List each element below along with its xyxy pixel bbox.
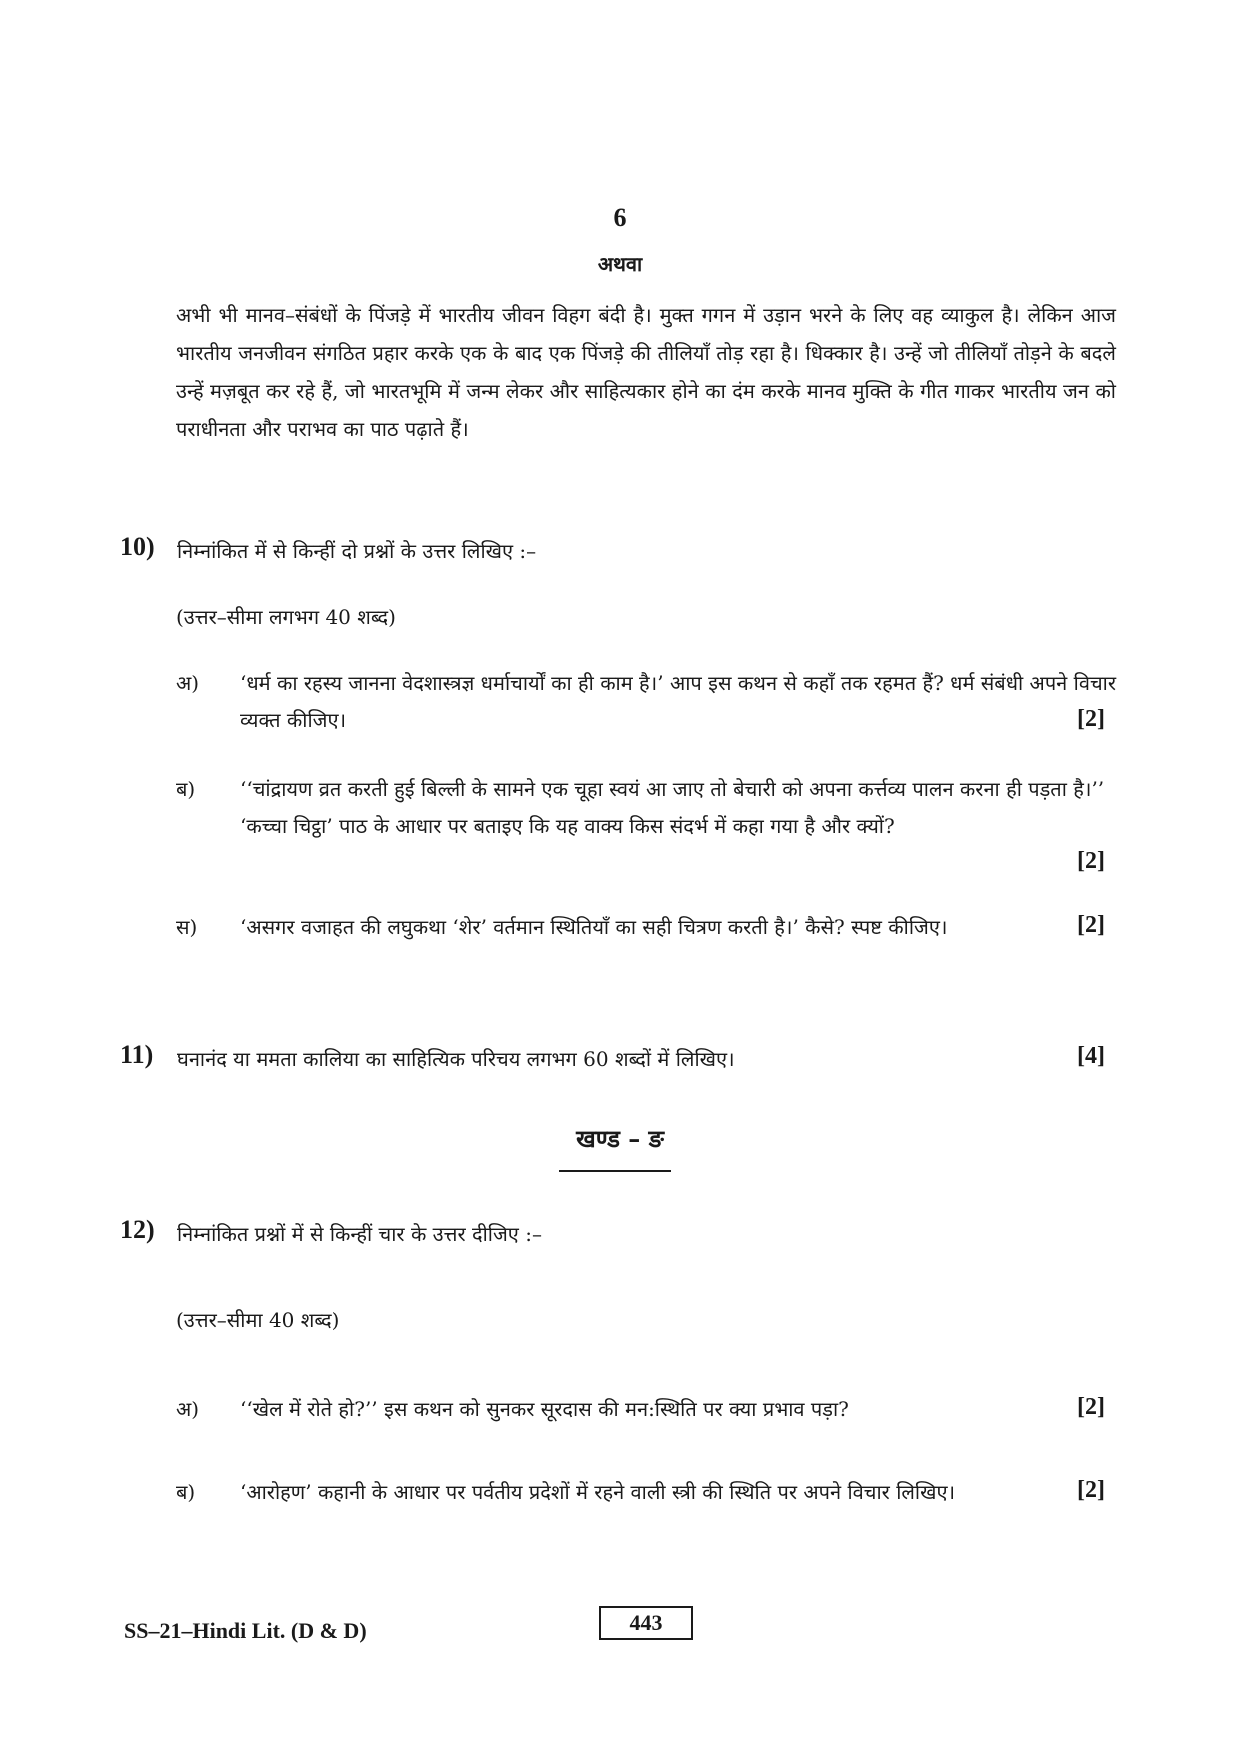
section-title: खण्ड – ङ bbox=[576, 1124, 664, 1153]
question-12-a-letter: अ) bbox=[176, 1397, 200, 1421]
question-10-c-letter: स) bbox=[176, 915, 198, 939]
question-10-a-letter: अ) bbox=[176, 671, 200, 695]
question-12-number: 12) bbox=[120, 1215, 155, 1244]
question-12-a-marks: [2] bbox=[1077, 1394, 1105, 1420]
passage-text: अभी भी मानव–संबंधों के पिंजड़े में भारतीय जीवन विहग बंदी है। मुक्त गगन में उड़ान भरने के लिए वह व्याकुल है। लेकिन आज भारतीय जनजीवन संगठित प्रहार करके एक के बाद एक पिंजड़े की तीलियाँ तोड़ रहा है। धिक्कार है। उन्हें जो तीलियाँ तोड़ने के बदले उन्हें मज़बूत कर रहे हैं, जो भारतभूमि में जन्म लेकर और साहित्यकार होने का दंम करके मानव मुक्ति के गीत गाकर भारतीय जन को पराधीनता और पराभव का पाठ पढ़ाते हैं। bbox=[176, 303, 1116, 441]
section-title-underline bbox=[559, 1170, 671, 1172]
question-10-number: 10) bbox=[120, 532, 155, 561]
question-10-b-marks: [2] bbox=[1077, 848, 1105, 874]
question-12-word-limit: (उत्तर–सीमा 40 शब्द) bbox=[176, 1308, 340, 1332]
paper-code: SS–21–Hindi Lit. (D & D) bbox=[124, 1618, 367, 1643]
question-10-c-text: ‘असगर वजाहत की लघुकथा ‘शेर’ वर्तमान स्थितियाँ का सही चित्रण करती है।’ कैसे? स्पष्ट कीजिए। bbox=[240, 915, 948, 939]
question-12-b-letter: ब) bbox=[176, 1480, 196, 1504]
question-10-b-letter: ब) bbox=[176, 777, 196, 801]
page-id-box: 443 bbox=[599, 1606, 693, 1640]
question-12-a-text: ‘‘खेल में रोते हो?’’ इस कथन को सुनकर सूरदास की मन:स्थिति पर क्या प्रभाव पड़ा? bbox=[240, 1397, 849, 1421]
question-10-c-marks: [2] bbox=[1077, 912, 1105, 938]
question-12-b-marks: [2] bbox=[1077, 1477, 1105, 1503]
question-12-b-text: ‘आरोहण’ कहानी के आधार पर पर्वतीय प्रदेशों में रहने वाली स्त्री की स्थिति पर अपने विचार लिखिए। bbox=[240, 1480, 956, 1504]
or-label: अथवा bbox=[597, 252, 643, 276]
page-number: 6 bbox=[613, 203, 627, 232]
question-11-marks: [4] bbox=[1077, 1043, 1105, 1069]
question-12-prompt: निम्नांकित प्रश्नों में से किन्हीं चार के उत्तर दीजिए :– bbox=[177, 1222, 542, 1246]
question-11-prompt: घनानंद या ममता कालिया का साहित्यिक परिचय लगभग 60 शब्दों में लिखिए। bbox=[177, 1047, 735, 1071]
question-10-a-text: ‘धर्म का रहस्य जानना वेदशास्त्रज्ञ धर्माचार्यों का ही काम है।’ आप इस कथन से कहाँ तक रहमत हैं? धर्म संबंधी अपने विचार व्यक्त कीजिए। bbox=[240, 671, 1117, 732]
question-10-prompt: निम्नांकित में से किन्हीं दो प्रश्नों के उत्तर लिखिए :– bbox=[177, 539, 537, 563]
question-11-number: 11) bbox=[120, 1040, 154, 1069]
question-10-word-limit: (उत्तर–सीमा लगभग 40 शब्द) bbox=[176, 605, 396, 629]
question-10-b-text: ‘‘चांद्रायण व्रत करती हुई बिल्ली के सामने एक चूहा स्वयं आ जाए तो बेचारी को अपना कर्त्तव्य पालन करना ही पड़ता है।’’ ‘कच्चा चिट्ठा’ पाठ के आधार पर बताइए कि यह वाक्य किस संदर्भ में कहा गया है और क्यों? bbox=[240, 777, 1105, 838]
question-10-a-marks: [2] bbox=[1077, 706, 1105, 732]
